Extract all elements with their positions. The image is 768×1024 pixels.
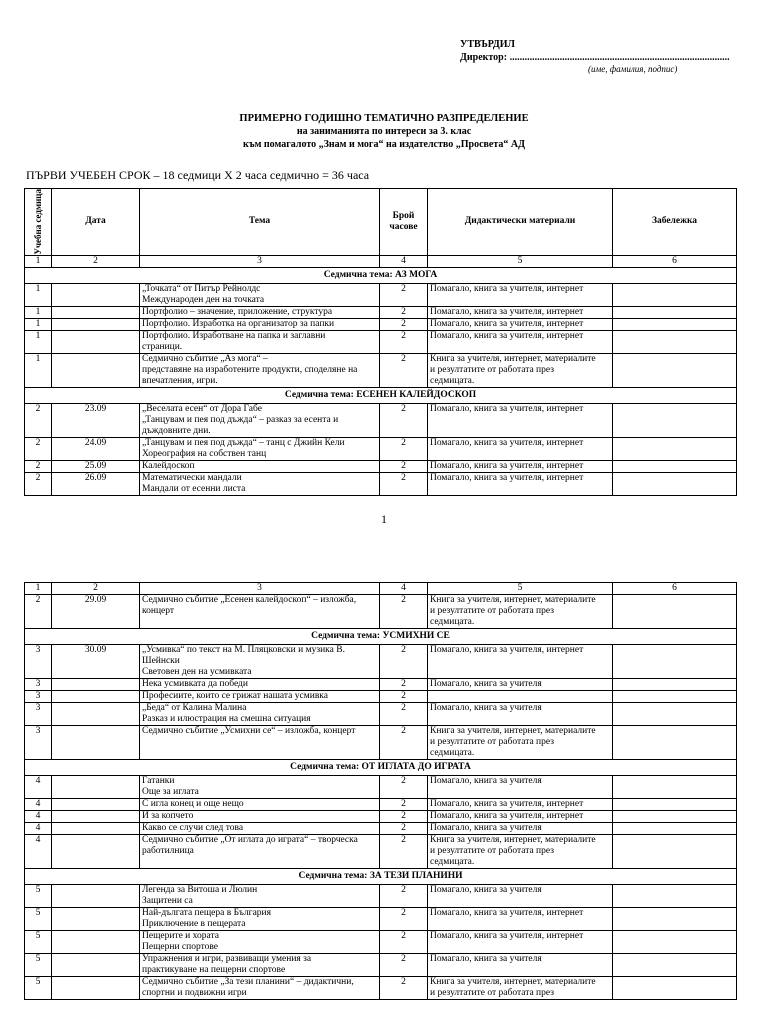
week-cell: 1 bbox=[25, 318, 52, 330]
week-cell: 3 bbox=[25, 726, 52, 760]
materials-cell bbox=[428, 726, 613, 760]
hours-cell: 2 bbox=[380, 460, 428, 472]
hours-cell: 2 bbox=[380, 703, 428, 726]
topic-cell-line: „Усмивка“ по текст на М. Пляцковски и музика В. bbox=[142, 645, 345, 655]
materials-cell-line: седмицата. bbox=[430, 375, 475, 386]
topic-cell-line: Международен ден на точката bbox=[142, 294, 265, 305]
materials-cell bbox=[428, 679, 613, 691]
week-cell: 5 bbox=[25, 954, 52, 977]
date-cell: 25.09 bbox=[52, 460, 140, 472]
hours-cell: 2 bbox=[380, 472, 428, 495]
materials-cell-line: седмицата. bbox=[430, 857, 475, 867]
table-body bbox=[25, 267, 737, 495]
week-cell: 1 bbox=[25, 330, 52, 353]
table-row bbox=[25, 776, 737, 799]
materials-cell bbox=[428, 691, 613, 703]
materials-cell-line: Помагало, книга за учителя, интернет bbox=[430, 437, 584, 448]
page-number: 1 bbox=[381, 512, 387, 526]
hours-cell: 2 bbox=[380, 283, 428, 306]
week-cell: 4 bbox=[25, 835, 52, 869]
topic-cell-line: „Точката“ от Питър Рейнолдс bbox=[142, 283, 261, 294]
table-row bbox=[25, 954, 737, 977]
materials-cell-line: Помагало, книга за учителя bbox=[430, 679, 542, 689]
week-cell: 4 bbox=[25, 799, 52, 811]
date-cell bbox=[52, 679, 140, 691]
materials-cell bbox=[428, 977, 613, 1000]
note-cell bbox=[613, 283, 737, 306]
materials-cell-line: Помагало, книга за учителя, интернет bbox=[430, 460, 584, 471]
topic-cell-line: Пещерите и хората bbox=[142, 931, 219, 941]
materials-cell-line: седмицата. bbox=[430, 748, 475, 758]
note-cell bbox=[613, 330, 737, 353]
topic-cell bbox=[140, 437, 380, 460]
note-cell bbox=[613, 977, 737, 1000]
note-cell bbox=[613, 726, 737, 760]
table-row bbox=[25, 283, 737, 306]
topic-cell bbox=[140, 460, 380, 472]
date-cell bbox=[52, 691, 140, 703]
materials-cell-line: Помагало, книга за учителя bbox=[430, 823, 542, 833]
materials-cell-line: Помагало, книга за учителя, интернет bbox=[430, 799, 584, 809]
note-cell bbox=[613, 403, 737, 437]
hours-cell: 2 bbox=[380, 318, 428, 330]
column-number: 5 bbox=[428, 255, 613, 267]
topic-cell-line: Световен ден на усмивката bbox=[142, 667, 252, 677]
materials-cell-line: Помагало, книга за учителя, интернет bbox=[430, 283, 584, 294]
note-cell bbox=[613, 306, 737, 318]
date-cell bbox=[52, 954, 140, 977]
date-cell bbox=[52, 330, 140, 353]
materials-cell-line: и резултатите от работата през bbox=[430, 737, 554, 747]
materials-cell bbox=[428, 823, 613, 835]
materials-cell-line: Помагало, книга за учителя, интернет bbox=[430, 908, 584, 918]
week-cell: 1 bbox=[25, 353, 52, 387]
topic-cell-line: Седмично събитие „От иглата до играта“ – творческа bbox=[142, 835, 358, 845]
hours-cell: 2 bbox=[380, 799, 428, 811]
topic-cell bbox=[140, 885, 380, 908]
date-cell bbox=[52, 353, 140, 387]
header-week: Учебна седмица bbox=[25, 189, 52, 256]
note-cell bbox=[613, 595, 737, 629]
topic-cell-line: Шейнски bbox=[142, 656, 180, 666]
note-cell bbox=[613, 437, 737, 460]
hours-cell: 2 bbox=[380, 977, 428, 1000]
topic-cell-line: Седмично събитие „Есенен калейдоскоп“ – изложба, bbox=[142, 595, 357, 605]
hours-cell: 2 bbox=[380, 306, 428, 318]
hours-cell: 2 bbox=[380, 908, 428, 931]
materials-cell-line: Помагало, книга за учителя bbox=[430, 954, 542, 964]
topic-cell bbox=[140, 811, 380, 823]
weekly-theme-row bbox=[25, 387, 737, 403]
weekly-theme-title: Седмична тема: АЗ МОГА bbox=[25, 267, 737, 283]
topic-cell bbox=[140, 835, 380, 869]
topic-cell bbox=[140, 799, 380, 811]
materials-cell-line: Книга за учителя, интернет, материалите bbox=[430, 595, 596, 605]
hours-cell: 2 bbox=[380, 330, 428, 353]
schedule-table-page1 bbox=[24, 188, 737, 496]
note-cell bbox=[613, 703, 737, 726]
weekly-theme-row bbox=[25, 869, 737, 885]
materials-cell-line: и резултатите от работата през bbox=[430, 606, 554, 616]
week-cell: 5 bbox=[25, 931, 52, 954]
topic-cell-line: страници. bbox=[142, 341, 183, 352]
table-row bbox=[25, 403, 737, 437]
materials-cell bbox=[428, 931, 613, 954]
column-number: 3 bbox=[140, 583, 380, 595]
materials-cell-line: Книга за учителя, интернет, материалите bbox=[430, 835, 596, 845]
note-cell bbox=[613, 472, 737, 495]
materials-cell-line: Помагало, книга за учителя, интернет bbox=[430, 811, 584, 821]
schedule-table-page2 bbox=[24, 582, 737, 1000]
note-cell bbox=[613, 835, 737, 869]
materials-cell-line: Помагало, книга за учителя, интернет bbox=[430, 645, 584, 655]
topic-cell bbox=[140, 823, 380, 835]
topic-cell-line: Разказ и илюстрация на смешна ситуация bbox=[142, 714, 311, 724]
materials-cell bbox=[428, 811, 613, 823]
note-cell bbox=[613, 318, 737, 330]
column-number: 3 bbox=[140, 255, 380, 267]
materials-cell-line: седмицата. bbox=[430, 617, 475, 627]
topic-cell-line: „Танцувам и пея под дъжда“ – разказ за есента и bbox=[142, 414, 339, 425]
note-cell bbox=[613, 679, 737, 691]
term-title: ПЪРВИ УЧЕБЕН СРОК – 18 седмици Х 2 часа седмично = 36 часа bbox=[26, 168, 370, 182]
table-row bbox=[25, 726, 737, 760]
note-cell bbox=[613, 954, 737, 977]
materials-cell-line: Помагало, книга за учителя, интернет bbox=[430, 330, 584, 341]
materials-cell bbox=[428, 954, 613, 977]
topic-cell bbox=[140, 403, 380, 437]
topic-cell-line: Какво се случи след това bbox=[142, 823, 244, 833]
header-date: Дата bbox=[52, 189, 140, 256]
materials-cell bbox=[428, 437, 613, 460]
hours-cell: 2 bbox=[380, 823, 428, 835]
materials-cell-line: Помагало, книга за учителя, интернет bbox=[430, 318, 584, 329]
topic-cell bbox=[140, 645, 380, 679]
materials-cell-line: Помагало, книга за учителя, интернет bbox=[430, 931, 584, 941]
topic-cell-line: Мандали от есенни листа bbox=[142, 483, 246, 494]
weekly-theme-title: Седмична тема: ЕСЕНЕН КАЛЕЙДОСКОП bbox=[25, 387, 737, 403]
topic-cell-line: „Танцувам и пея под дъжда“ – танц с Джийн Кели bbox=[142, 437, 345, 448]
table-row bbox=[25, 437, 737, 460]
table-row bbox=[25, 835, 737, 869]
topic-cell bbox=[140, 472, 380, 495]
materials-cell-line: Помагало, книга за учителя bbox=[430, 703, 542, 713]
materials-cell-line: Помагало, книга за учителя, интернет bbox=[430, 306, 584, 317]
topic-cell-line: Гатанки bbox=[142, 776, 175, 786]
date-cell: 24.09 bbox=[52, 437, 140, 460]
topic-cell-line: Нека усмивката да победи bbox=[142, 679, 248, 689]
date-cell bbox=[52, 306, 140, 318]
hours-cell: 2 bbox=[380, 645, 428, 679]
materials-cell-line: и резултатите от работата през bbox=[430, 364, 554, 375]
hours-cell: 2 bbox=[380, 885, 428, 908]
column-number: 6 bbox=[613, 255, 737, 267]
topic-cell-line: Професиите, които се грижат нашата усмивка bbox=[142, 691, 328, 701]
topic-cell bbox=[140, 776, 380, 799]
materials-cell-line: Помагало, книга за учителя bbox=[430, 776, 542, 786]
weekly-theme-title: Седмична тема: УСМИХНИ СЕ bbox=[25, 629, 737, 645]
hours-cell: 2 bbox=[380, 403, 428, 437]
topic-cell-line: Упражнения и игри, развиващи умения за bbox=[142, 954, 312, 964]
topic-cell-line: Легенда за Витоша и Люлин bbox=[142, 885, 258, 895]
topic-cell bbox=[140, 306, 380, 318]
header-note: Забележка bbox=[613, 189, 737, 256]
date-cell: 30.09 bbox=[52, 645, 140, 679]
topic-cell-line: И за копчето bbox=[142, 811, 194, 821]
table-row bbox=[25, 645, 737, 679]
hours-cell: 2 bbox=[380, 811, 428, 823]
note-cell bbox=[613, 353, 737, 387]
table-row bbox=[25, 306, 737, 318]
topic-cell-line: впечатления, игри. bbox=[142, 375, 218, 386]
week-cell: 1 bbox=[25, 283, 52, 306]
table-row bbox=[25, 330, 737, 353]
topic-cell-line: Портфолио. Изработка на организатор за папки bbox=[142, 318, 335, 329]
topic-cell-line: Портфолио – значение, приложение, структура bbox=[142, 306, 333, 317]
hours-cell: 2 bbox=[380, 726, 428, 760]
materials-cell-line bbox=[430, 691, 610, 702]
weekly-theme-row bbox=[25, 267, 737, 283]
table-row bbox=[25, 908, 737, 931]
week-cell: 3 bbox=[25, 691, 52, 703]
week-cell: 5 bbox=[25, 908, 52, 931]
weekly-theme-title: Седмична тема: ЗА ТЕЗИ ПЛАНИНИ bbox=[25, 869, 737, 885]
table-row bbox=[25, 811, 737, 823]
note-cell bbox=[613, 931, 737, 954]
date-cell bbox=[52, 835, 140, 869]
week-cell: 5 bbox=[25, 885, 52, 908]
materials-cell bbox=[428, 703, 613, 726]
table-row bbox=[25, 931, 737, 954]
column-number: 1 bbox=[25, 583, 52, 595]
topic-cell-line: С игла конец и още нещо bbox=[142, 799, 244, 809]
weekly-theme-row bbox=[25, 760, 737, 776]
table-row bbox=[25, 679, 737, 691]
topic-cell-line: Седмично събитие „Аз мога“ – bbox=[142, 353, 268, 364]
topic-cell-line: Още за иглата bbox=[142, 787, 199, 797]
topic-cell-line: Хореография на собствен танц bbox=[142, 448, 267, 459]
signature-hint: (име, фамилия, подпис) bbox=[588, 64, 678, 74]
date-cell: 26.09 bbox=[52, 472, 140, 495]
topic-cell-line: Портфолио. Изработване на папка и заглавни bbox=[142, 330, 326, 341]
date-cell: 29.09 bbox=[52, 595, 140, 629]
topic-cell bbox=[140, 679, 380, 691]
materials-cell bbox=[428, 645, 613, 679]
date-cell bbox=[52, 885, 140, 908]
column-number: 4 bbox=[380, 255, 428, 267]
header-row bbox=[25, 189, 737, 256]
materials-cell bbox=[428, 595, 613, 629]
document-heading bbox=[0, 112, 768, 151]
week-cell: 1 bbox=[25, 306, 52, 318]
week-cell: 2 bbox=[25, 595, 52, 629]
week-cell: 4 bbox=[25, 823, 52, 835]
materials-cell bbox=[428, 460, 613, 472]
approval-title: УТВЪРДИЛ bbox=[460, 39, 515, 50]
topic-cell-line: „Беда“ от Калина Малина bbox=[142, 703, 247, 713]
topic-cell bbox=[140, 703, 380, 726]
materials-cell bbox=[428, 908, 613, 931]
topic-cell-line: Седмично събитие „За тези планини“ – дидактични, bbox=[142, 977, 354, 987]
header-topic: Тема bbox=[140, 189, 380, 256]
topic-cell-line: Защитени са bbox=[142, 896, 193, 906]
table-row bbox=[25, 318, 737, 330]
topic-cell-line: практикуване на пещерни спортове bbox=[142, 965, 286, 975]
week-cell: 2 bbox=[25, 437, 52, 460]
date-cell bbox=[52, 799, 140, 811]
table-row bbox=[25, 799, 737, 811]
topic-cell bbox=[140, 908, 380, 931]
materials-cell-line: и резултатите от работата през bbox=[430, 988, 554, 998]
topic-cell-line: Седмично събитие „Усмихни се“ – изложба, концерт bbox=[142, 726, 356, 736]
topic-cell-line: концерт bbox=[142, 606, 175, 616]
date-cell bbox=[52, 703, 140, 726]
table-row bbox=[25, 472, 737, 495]
note-cell bbox=[613, 811, 737, 823]
date-cell bbox=[52, 931, 140, 954]
week-cell: 3 bbox=[25, 703, 52, 726]
hours-cell: 2 bbox=[380, 353, 428, 387]
date-cell: 23.09 bbox=[52, 403, 140, 437]
hours-cell: 2 bbox=[380, 776, 428, 799]
topic-cell-line: Математически мандали bbox=[142, 472, 242, 483]
hours-cell: 2 bbox=[380, 437, 428, 460]
column-number: 6 bbox=[613, 583, 737, 595]
materials-cell bbox=[428, 283, 613, 306]
week-cell: 2 bbox=[25, 472, 52, 495]
topic-cell bbox=[140, 283, 380, 306]
date-cell bbox=[52, 977, 140, 1000]
topic-cell bbox=[140, 353, 380, 387]
table-row bbox=[25, 691, 737, 703]
weekly-theme-row bbox=[25, 629, 737, 645]
header-hours: Брой часове bbox=[380, 189, 428, 256]
materials-cell bbox=[428, 318, 613, 330]
column-number: 5 bbox=[428, 583, 613, 595]
week-cell: 2 bbox=[25, 460, 52, 472]
heading-subtitle: на заниманията по интереси за 3. клас bbox=[296, 126, 472, 137]
hours-cell: 2 bbox=[380, 679, 428, 691]
materials-cell bbox=[428, 403, 613, 437]
table-row bbox=[25, 460, 737, 472]
hours-cell: 2 bbox=[380, 595, 428, 629]
materials-cell bbox=[428, 353, 613, 387]
date-cell bbox=[52, 823, 140, 835]
date-cell bbox=[52, 908, 140, 931]
note-cell bbox=[613, 691, 737, 703]
note-cell bbox=[613, 908, 737, 931]
header-materials: Дидактически материали bbox=[428, 189, 613, 256]
materials-cell-line: Книга за учителя, интернет, материалите bbox=[430, 353, 596, 364]
table-row bbox=[25, 977, 737, 1000]
week-cell: 5 bbox=[25, 977, 52, 1000]
materials-cell bbox=[428, 472, 613, 495]
heading-title: ПРИМЕРНО ГОДИШНО ТЕМАТИЧНО РАЗПРЕДЕЛЕНИЕ bbox=[239, 113, 529, 124]
materials-cell-line: Книга за учителя, интернет, материалите bbox=[430, 726, 596, 736]
week-cell: 3 bbox=[25, 645, 52, 679]
date-cell bbox=[52, 726, 140, 760]
topic-cell bbox=[140, 931, 380, 954]
topic-cell bbox=[140, 954, 380, 977]
topic-cell bbox=[140, 318, 380, 330]
topic-cell-line: Най-дългата пещера в България bbox=[142, 908, 271, 918]
date-cell bbox=[52, 283, 140, 306]
topic-cell-line: работилница bbox=[142, 846, 194, 856]
date-cell bbox=[52, 318, 140, 330]
materials-cell-line: Помагало, книга за учителя, интернет bbox=[430, 472, 584, 483]
note-cell bbox=[613, 823, 737, 835]
heading-publisher: към помагалото „Знам и мога“ на издателство „Просвета“ АД bbox=[243, 139, 525, 150]
week-cell: 3 bbox=[25, 679, 52, 691]
materials-cell bbox=[428, 306, 613, 318]
materials-cell-line: Помагало, книга за учителя, интернет bbox=[430, 403, 584, 414]
week-cell: 2 bbox=[25, 403, 52, 437]
column-number: 1 bbox=[25, 255, 52, 267]
topic-cell bbox=[140, 330, 380, 353]
topic-cell-line: представяне на изработените продукти, споделяне на bbox=[142, 364, 358, 375]
note-cell bbox=[613, 776, 737, 799]
materials-cell bbox=[428, 799, 613, 811]
topic-cell-line: дъждовните дни. bbox=[142, 425, 211, 436]
hours-cell: 2 bbox=[380, 691, 428, 703]
note-cell bbox=[613, 885, 737, 908]
topic-cell bbox=[140, 726, 380, 760]
note-cell bbox=[613, 460, 737, 472]
note-cell bbox=[613, 645, 737, 679]
weekly-theme-title: Седмична тема: ОТ ИГЛАТА ДО ИГРАТА bbox=[25, 760, 737, 776]
column-number: 2 bbox=[52, 255, 140, 267]
materials-cell bbox=[428, 885, 613, 908]
topic-cell-line: Пещерни спортове bbox=[142, 942, 218, 952]
table-row bbox=[25, 353, 737, 387]
hours-cell: 2 bbox=[380, 835, 428, 869]
topic-cell bbox=[140, 977, 380, 1000]
materials-cell-line: и резултатите от работата през bbox=[430, 846, 554, 856]
topic-cell-line: спортни и подвижни игри bbox=[142, 988, 247, 998]
week-cell: 4 bbox=[25, 776, 52, 799]
topic-cell-line: Калейдоскоп bbox=[142, 460, 195, 471]
topic-cell-line: „Веселата есен“ от Дора Габе bbox=[142, 403, 262, 414]
hours-cell: 2 bbox=[380, 931, 428, 954]
week-cell: 4 bbox=[25, 811, 52, 823]
topic-cell bbox=[140, 595, 380, 629]
materials-cell-line: Книга за учителя, интернет, материалите bbox=[430, 977, 596, 987]
date-cell bbox=[52, 811, 140, 823]
table-row bbox=[25, 885, 737, 908]
topic-cell bbox=[140, 691, 380, 703]
table-row bbox=[25, 823, 737, 835]
column-number: 2 bbox=[52, 583, 140, 595]
director-line: Директор: ........................................................................................ bbox=[460, 52, 730, 63]
materials-cell bbox=[428, 330, 613, 353]
table-body bbox=[25, 595, 737, 1000]
column-number-row bbox=[25, 255, 737, 267]
approval-block bbox=[460, 38, 730, 64]
hours-cell: 2 bbox=[380, 954, 428, 977]
materials-cell-line: Помагало, книга за учителя bbox=[430, 885, 542, 895]
column-number-row bbox=[25, 583, 737, 595]
note-cell bbox=[613, 799, 737, 811]
date-cell bbox=[52, 776, 140, 799]
table-row bbox=[25, 595, 737, 629]
column-number: 4 bbox=[380, 583, 428, 595]
materials-cell bbox=[428, 776, 613, 799]
topic-cell-line: Приключение в пещерата bbox=[142, 919, 246, 929]
materials-cell bbox=[428, 835, 613, 869]
table-row bbox=[25, 703, 737, 726]
